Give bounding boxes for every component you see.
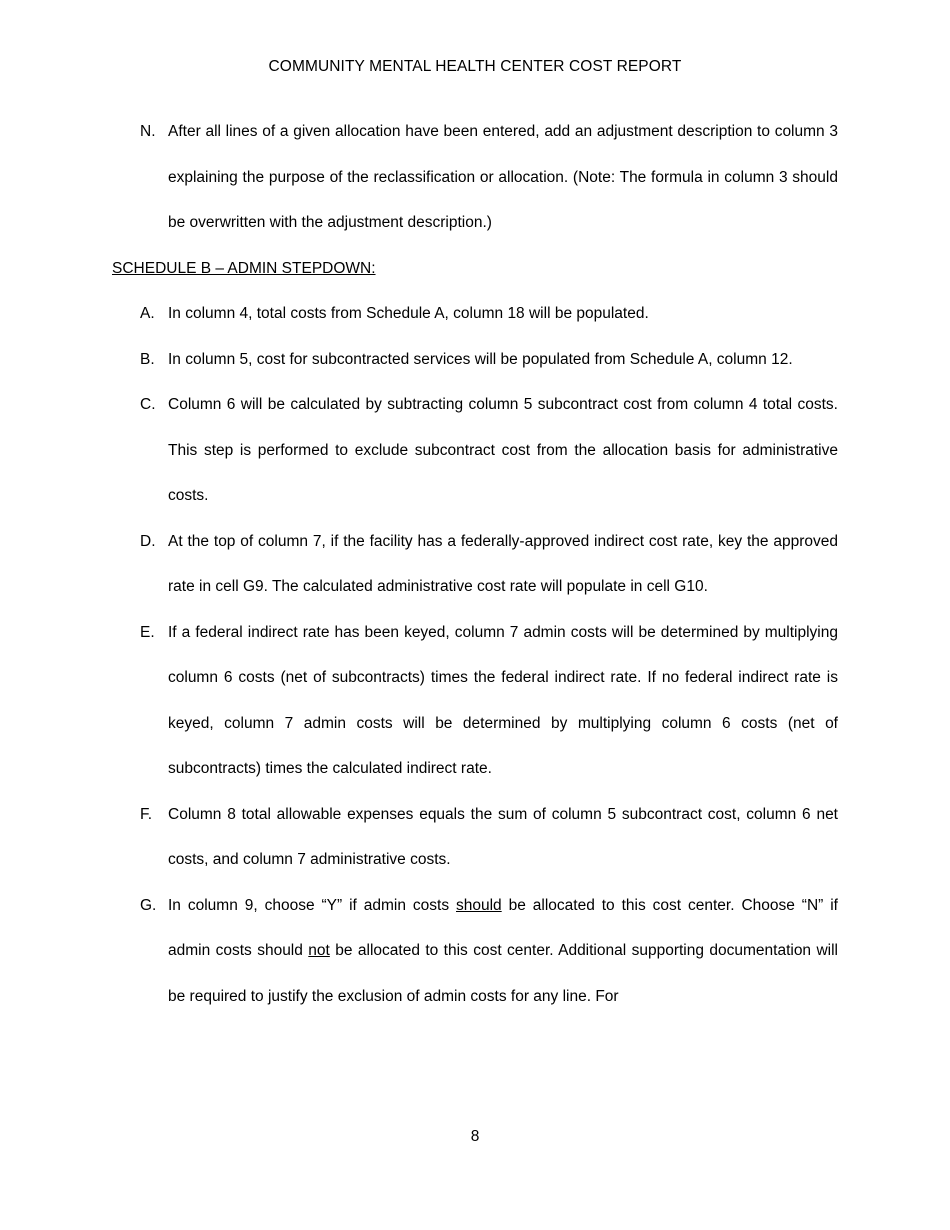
list-marker: B. xyxy=(140,350,155,368)
section-heading: SCHEDULE B – ADMIN STEPDOWN: xyxy=(112,259,376,277)
list-item-g xyxy=(112,883,838,1020)
list-item-e xyxy=(112,610,838,792)
underlined-word-not: not xyxy=(308,942,330,959)
list-marker: C. xyxy=(140,396,156,413)
page-number: 8 xyxy=(470,1128,480,1145)
list-item-text: At the top of column 7, if the facility has a federally-approved indirect cost rate, key the approved rate in cell G9. The calculated administrative cost rate will populate in cell G10. xyxy=(168,532,838,595)
list-item-b xyxy=(112,337,838,383)
list-item-text: After all lines of a given allocation have been entered, add an adjustment description to column 3 explaining the purpose of the reclassification or allocation. (Note: The formula in column 3 should be overwritten with the adjustment description.) xyxy=(168,123,838,231)
page-header: COMMUNITY MENTAL HEALTH CENTER COST REPORT xyxy=(268,58,682,75)
text-segment: In column 9, choose “Y” if admin costs xyxy=(168,896,456,914)
list-marker: A. xyxy=(140,305,155,322)
list-item-text: In column 5, cost for subcontracted services will be populated from Schedule A, column 12. xyxy=(168,350,793,368)
list-item-text: Column 6 will be calculated by subtracting column 5 subcontract cost from column 4 total costs. This step is performed to exclude subcontract cost from the allocation basis for administrative costs. xyxy=(168,396,838,504)
list-item-text: In column 4, total costs from Schedule A, column 18 will be populated. xyxy=(168,305,649,322)
list-item-text: Column 8 total allowable expenses equals the sum of column 5 subcontract cost, column 6 net costs, and column 7 administrative costs. xyxy=(168,805,838,868)
list-item-text xyxy=(168,883,838,1020)
text-segment: be allocated to this cost center. Choose “N” if admin costs should xyxy=(168,896,838,959)
list-marker: G. xyxy=(140,896,157,914)
list-item-a xyxy=(112,291,838,337)
underlined-word-should: should xyxy=(456,896,502,914)
list-marker: N. xyxy=(140,123,156,140)
list-item-d xyxy=(112,519,838,610)
list-marker: E. xyxy=(140,623,155,641)
list-item-c xyxy=(112,382,838,519)
text-segment: be allocated to this cost center. Additional supporting documentation will be required to justify the exclusion of admin costs for any line. For xyxy=(168,942,838,1005)
list-item-f xyxy=(112,792,838,883)
list-item-n xyxy=(112,109,838,246)
list-item-text: If a federal indirect rate has been keyed, column 7 admin costs will be determined by multiplying column 6 costs (net of subcontracts) times the federal indirect rate. If no federal indirect rate is keyed, column 7 admin costs will be determined by multiplying column 6 costs (net of subcontracts) times the calculated indirect rate. xyxy=(168,623,838,777)
page-content xyxy=(112,109,838,1019)
list-marker: D. xyxy=(140,532,156,550)
list-marker: F. xyxy=(140,805,153,823)
